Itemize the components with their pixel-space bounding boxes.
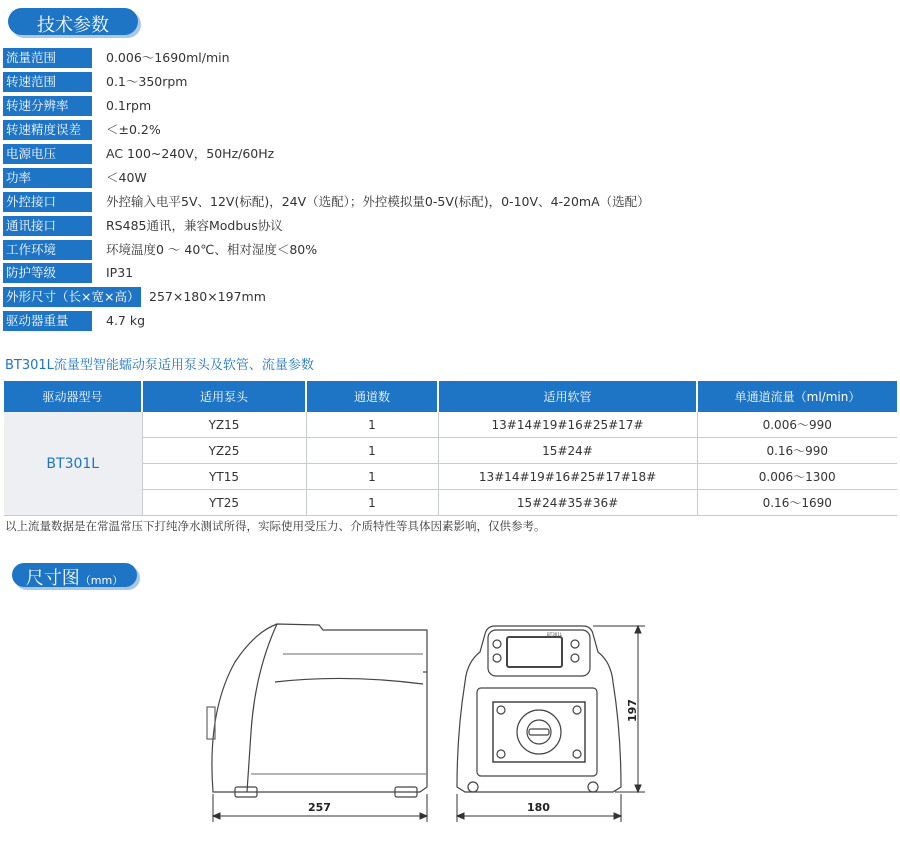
spec-label: 功率 [3, 168, 92, 188]
section-title: 技术参数 [37, 15, 109, 36]
table-cell: YT25 [142, 490, 306, 516]
spec-value: 4.7 kg [106, 313, 146, 328]
spec-value: AC 100~240V，50Hz/60Hz [106, 146, 275, 161]
spec-label: 外控接口 [3, 192, 92, 212]
spec-label: 通讯接口 [3, 216, 92, 236]
spec-label: 转速精度误差 [3, 120, 92, 140]
model-cell: BT301L [4, 412, 142, 516]
spec-label: 防护等级 [3, 263, 92, 283]
column-header: 适用软管 [438, 381, 697, 412]
spec-label: 驱动器重量 [3, 311, 92, 331]
table-cell: 1 [306, 438, 438, 464]
side-view-drawing [207, 624, 427, 797]
spec-value: RS485通讯，兼容Modbus协议 [106, 218, 283, 233]
column-header: 适用泵头 [142, 381, 306, 412]
dimension-width-label: 180 [527, 801, 550, 814]
dimension-length-label: 257 [308, 801, 331, 814]
pump-spec-table [4, 381, 897, 516]
spec-value: 0.1～350rpm [106, 74, 188, 89]
table-cell: 15#24# [438, 438, 697, 464]
dimension-drawing [195, 612, 655, 822]
column-header: 驱动器型号 [4, 381, 142, 412]
table-title: BT301L流量型智能蠕动泵适用泵头及软管、流量参数 [5, 358, 314, 373]
table-cell: 0.006～990 [697, 412, 897, 438]
table-footnote: 以上流量数据是在常温常压下打纯净水测试所得，实际使用受压力、介质特性等具体因素影响，仅供参考。 [5, 519, 546, 533]
table-cell: YZ15 [142, 412, 306, 438]
spec-value: IP31 [106, 265, 134, 280]
column-header: 通道数 [306, 381, 438, 412]
spec-value: 0.1rpm [106, 98, 152, 113]
spec-label: 转速分辨率 [3, 96, 92, 116]
table-cell: 1 [306, 490, 438, 516]
section-title-unit: （mm） [79, 574, 124, 587]
table-cell: 1 [306, 464, 438, 490]
spec-value: ＜±0.2% [106, 122, 161, 137]
spec-value: ＜40W [106, 170, 147, 185]
spec-label: 外形尺寸（长×宽×高） [3, 287, 141, 307]
spec-value: 0.006～1690ml/min [106, 50, 230, 65]
table-cell: 15#24#35#36# [438, 490, 697, 516]
section-header-dimension-drawing [12, 563, 137, 587]
table-cell: 1 [306, 412, 438, 438]
dimension-height-label: 197 [626, 699, 639, 722]
section-title [12, 564, 137, 590]
front-view-drawing [457, 626, 621, 792]
spec-label: 转速范围 [3, 72, 92, 92]
section-title-text: 尺寸图 [25, 568, 80, 589]
table-cell: 0.16～990 [697, 438, 897, 464]
device-model-label: BT301L [547, 632, 563, 637]
table-cell: 0.16～1690 [697, 490, 897, 516]
table-cell: 0.006～1300 [697, 464, 897, 490]
spec-value: 环境温度0 ～ 40℃、相对湿度＜80% [106, 242, 318, 257]
table-cell: YT15 [142, 464, 306, 490]
spec-value: 外控输入电平5V、12V(标配)，24V（选配）；外控模拟量0-5V(标配)，0-10V、4-20mA（选配） [106, 194, 650, 209]
section-header-tech-params [8, 8, 138, 35]
table-cell: 13#14#19#16#25#17# [438, 412, 697, 438]
table-cell: YZ25 [142, 438, 306, 464]
table-header-row [4, 381, 897, 412]
column-header: 单通道流量（ml/min） [697, 381, 897, 412]
table-cell: 13#14#19#16#25#17#18# [438, 464, 697, 490]
spec-label: 电源电压 [3, 144, 92, 164]
spec-label: 流量范围 [3, 48, 92, 68]
table-row [4, 412, 897, 438]
spec-label: 工作环境 [3, 240, 92, 260]
spec-value: 257×180×197mm [149, 289, 266, 304]
